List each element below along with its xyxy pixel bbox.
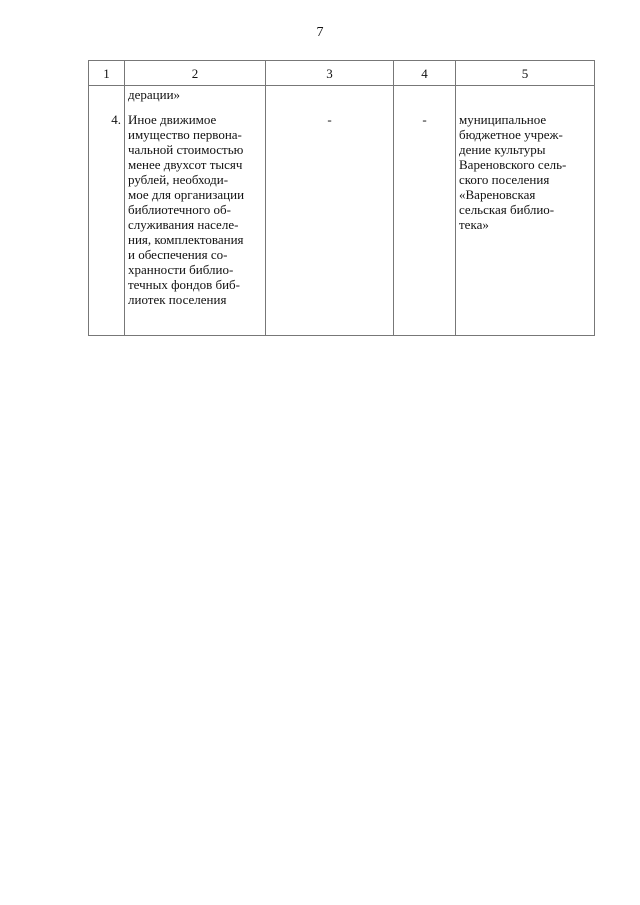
table-header-row <box>89 61 595 86</box>
holder-cell <box>456 86 595 336</box>
holder-line: тека» <box>459 217 489 232</box>
description-line: чальной стоимостью <box>128 142 244 157</box>
col3-cell <box>266 86 394 336</box>
description-line: мое для организации <box>128 187 245 202</box>
property-table <box>88 60 595 336</box>
description-line: хранности библио- <box>128 262 234 277</box>
description-line: рублей, необходи- <box>128 172 229 187</box>
holder-line: сельская библио- <box>459 202 555 217</box>
holder-line: дение культуры <box>459 142 546 157</box>
row-number-cell <box>89 86 125 336</box>
property-description <box>128 112 262 307</box>
col4-cell <box>394 86 456 336</box>
continued-text: дерации» <box>128 87 181 102</box>
description-line: течных фондов биб- <box>128 277 241 292</box>
holder-line: муниципальное <box>459 112 547 127</box>
description-line: Иное движимое <box>128 112 217 127</box>
description-line: библиотечного об- <box>128 202 231 217</box>
header-col-1: 1 <box>89 61 125 86</box>
holder-line: ского поселения <box>459 172 550 187</box>
holder-line: «Вареновская <box>459 187 536 202</box>
description-line: служивания населе- <box>128 217 239 232</box>
holder-line: бюджетное учреж- <box>459 127 563 142</box>
description-line: ния, комплектования <box>128 232 244 247</box>
description-cell <box>125 86 266 336</box>
description-line: лиотек поселения <box>128 292 227 307</box>
page-number: 7 <box>316 25 324 40</box>
col3-value: - <box>327 112 332 127</box>
description-line: менее двухсот тысяч <box>128 157 243 172</box>
header-col-5: 5 <box>456 61 595 86</box>
header-col-2: 2 <box>125 61 266 86</box>
description-line: и обеспечения со- <box>128 247 228 262</box>
description-line: имущество первона- <box>128 127 242 142</box>
table-row <box>89 86 595 336</box>
header-col-3: 3 <box>266 61 394 86</box>
header-col-4: 4 <box>394 61 456 86</box>
holder-line: Вареновского сель- <box>459 157 567 172</box>
row-number: 4. <box>111 112 121 127</box>
property-holder <box>459 112 591 232</box>
col4-value: - <box>422 112 427 127</box>
